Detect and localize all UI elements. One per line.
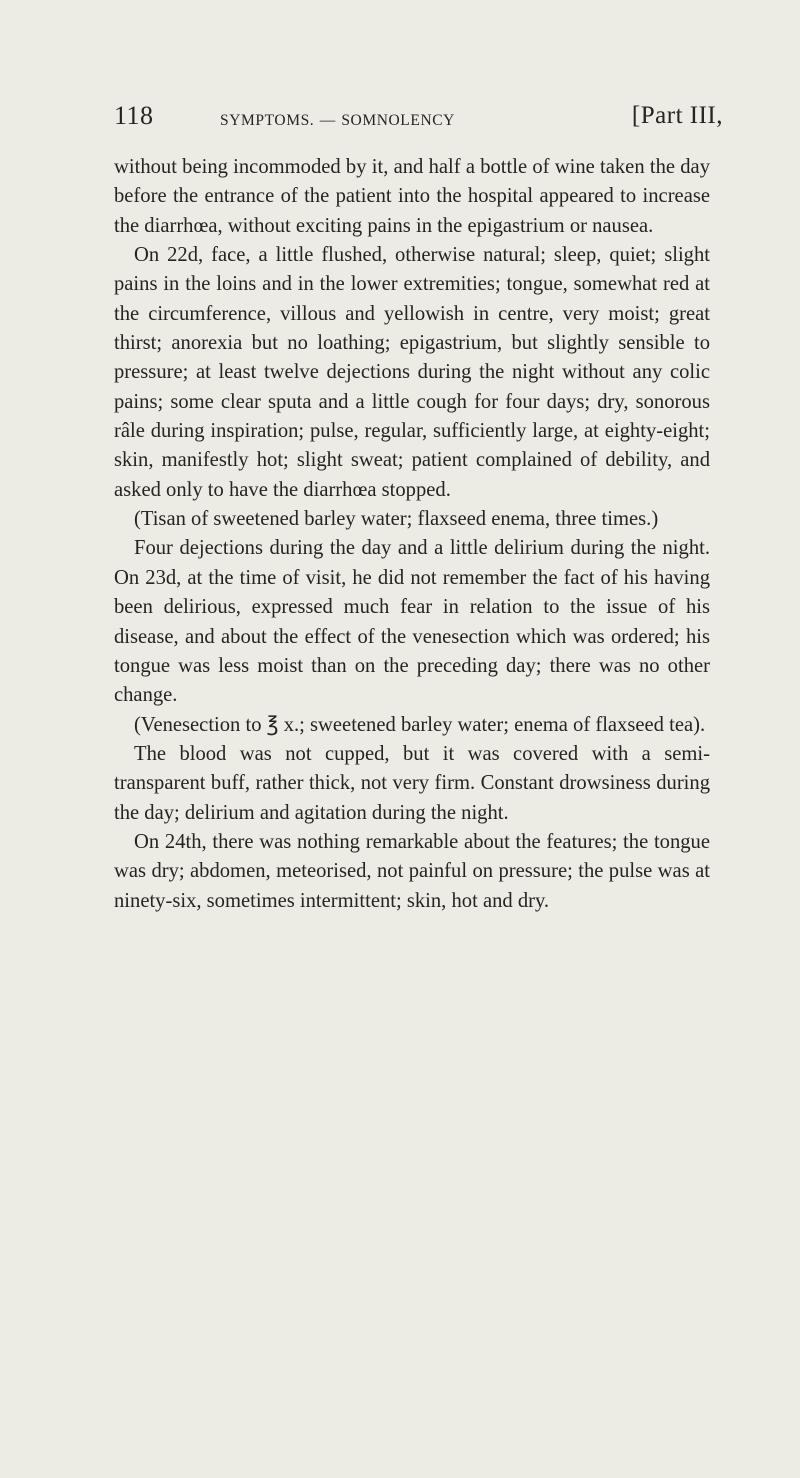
paragraph-continuation: without being incommoded by it, and half a bottle of wine taken the day before the entrance of the patient into the hospital appeared to increase the diarrhœa, without exciting pains in the epigastrium or nausea.	[114, 156, 710, 237]
paragraph-24th: On 24th, there was nothing remarkable about the features; the tongue was dry; abdomen, meteorised, not painful on pressure; the pulse was at ninety-six, sometimes intermittent; skin, hot and dry.	[114, 830, 710, 912]
paragraph-blood: The blood was not cupped, but it was covered with a semi-transparent buff, rather thick, not very firm. Constant drowsiness during the day; delirium and agitation during the night.	[114, 742, 710, 824]
paragraph-23d: Four dejections during the day and a little delirium during the night. On 23d, at the time of visit, he did not remember the fact of his having been delirious, expressed much fear in relation to the issue of his disease, and about the effect of the venesection which was ordered; his tongue was less moist than on the preceding day; there was no other change.	[114, 537, 710, 707]
running-head	[114, 98, 723, 138]
body-text	[114, 153, 710, 916]
paragraph-22d: On 22d, face, a little flushed, otherwise natural; sleep, quiet; slight pains in the loins and in the lower extremities; tongue, somewhat red at the circumference, villous and yellowish in centre, very moist; great thirst; anorexia but no loathing; epigastrium, but slightly sensible to pressure; at least twelve dejections during the night without any colic pains; some clear sputa and a little cough for four days; dry, sonorous râle during inspiration; pulse, regular, sufficiently large, at eighty-eight; skin, manifestly hot; slight sweat; patient complained of debility, and asked only to have the diarrhœa stopped.	[114, 244, 710, 501]
running-head-part: [Part III,	[631, 102, 723, 129]
page-number: 118	[114, 101, 154, 130]
paragraph-prescription-2: (Venesection to ℥ x.; sweetened barley water; enema of flaxseed tea).	[134, 713, 706, 736]
running-head-title: SYMPTOMS. — SOMNOLENCY	[220, 112, 455, 129]
paragraph-prescription-1: (Tisan of sweetened barley water; flaxseed enema, three times.)	[134, 508, 659, 531]
